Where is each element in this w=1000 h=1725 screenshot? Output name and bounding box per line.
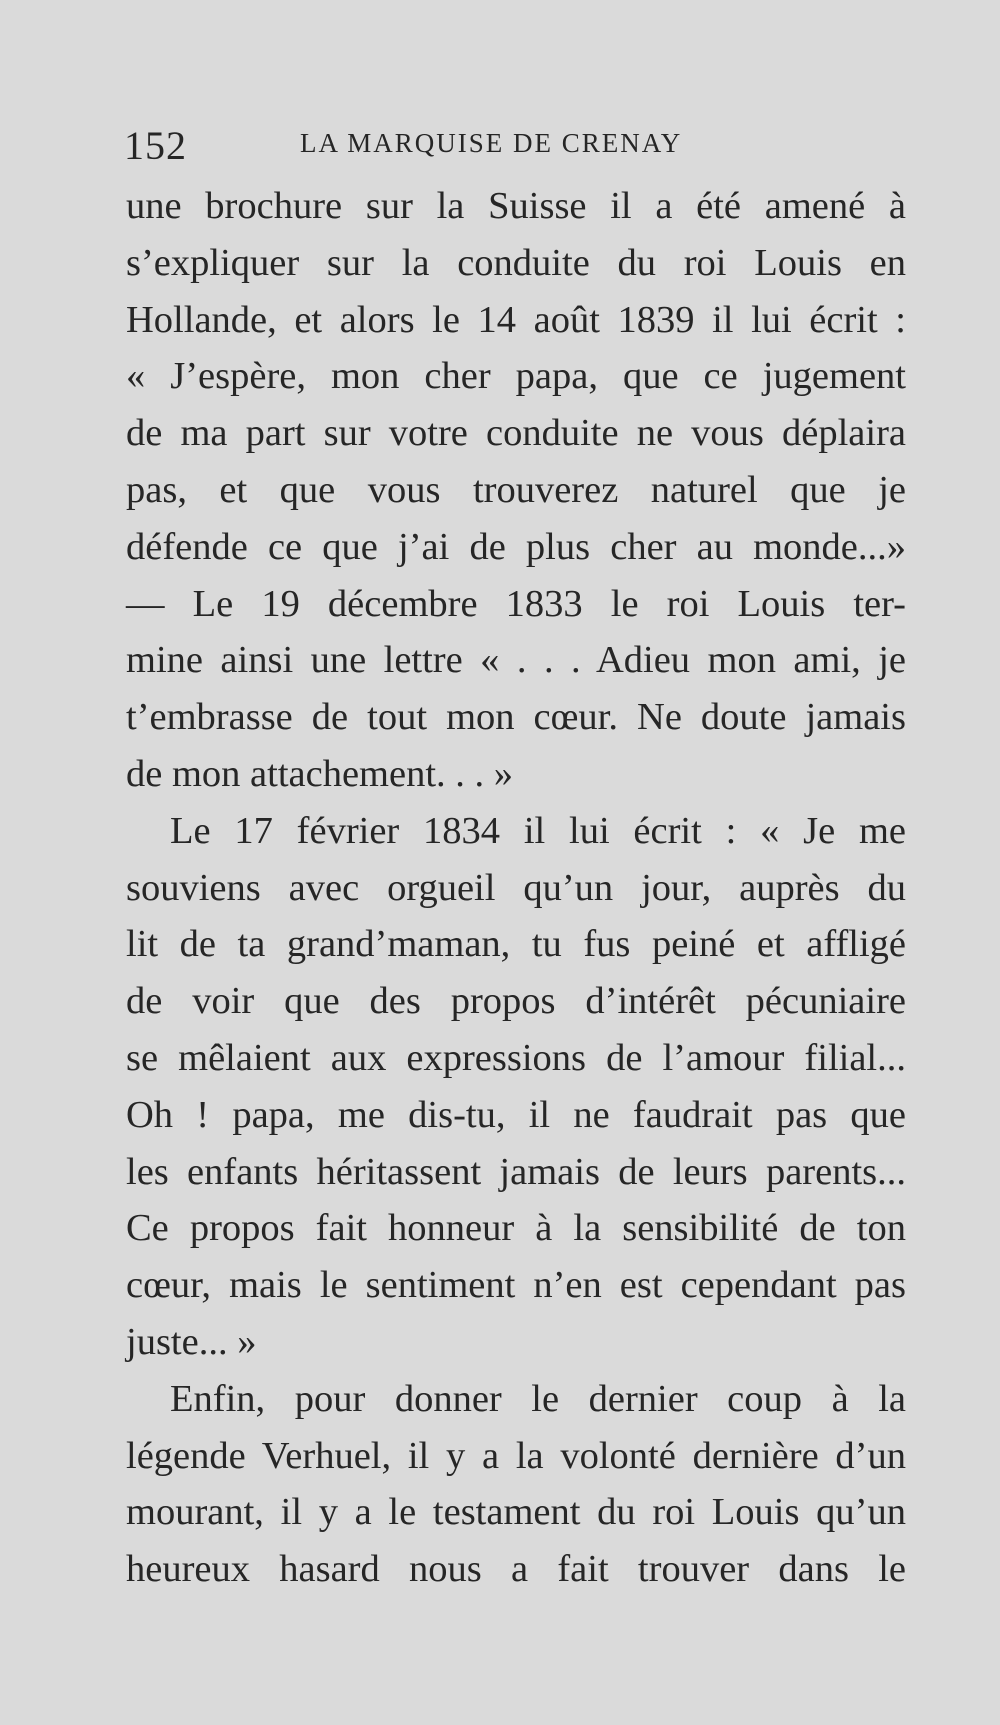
text-line: mourant, il y a le testament du roi Louis qu’un	[126, 1491, 906, 1534]
text-line: les enfants héritassent jamais de leurs parents...	[126, 1150, 906, 1193]
text-line: — Le 19 décembre 1833 le roi Louis ter-	[126, 582, 906, 625]
body-text	[126, 178, 906, 1598]
text-line: mine ainsi une lettre « . . . Adieu mon ami, je	[126, 639, 906, 682]
text-line: pas, et que vous trouverez naturel que je	[126, 468, 906, 511]
text-line: Ce propos fait honneur à la sensibilité de ton	[126, 1207, 906, 1250]
text-line: de ma part sur votre conduite ne vous déplaira	[126, 412, 906, 455]
running-title: LA MARQUISE DE CRENAY	[300, 128, 683, 158]
paragraph-start-line: Le 17 février 1834 il lui écrit : « Je me	[170, 809, 906, 852]
text-line: heureux hasard nous a fait trouver dans le	[126, 1548, 906, 1591]
text-line: « J’espère, mon cher papa, que ce jugement	[126, 355, 906, 398]
text-line: légende Verhuel, il y a la volonté dernière d’un	[126, 1434, 906, 1477]
text-line: défende ce que j’ai de plus cher au monde...»	[126, 525, 906, 568]
text-line: de mon attachement. . . »	[126, 752, 514, 795]
text-line: Hollande, et alors le 14 août 1839 il lui écrit :	[126, 298, 906, 341]
text-line: souviens avec orgueil qu’un jour, auprès du	[126, 866, 906, 909]
text-line: juste... »	[126, 1320, 257, 1363]
text-line: t’embrasse de tout mon cœur. Ne doute jamais	[126, 696, 906, 739]
text-line: s’expliquer sur la conduite du roi Louis en	[126, 241, 906, 284]
text-line: se mêlaient aux expressions de l’amour filial...	[126, 1036, 906, 1079]
text-line: lit de ta grand’maman, tu fus peiné et affligé	[126, 923, 906, 966]
text-line: Oh ! papa, me dis-tu, il ne faudrait pas que	[126, 1093, 906, 1136]
text-line: cœur, mais le sentiment n’en est cependant pas	[126, 1264, 906, 1307]
running-head	[124, 122, 824, 172]
text-line: de voir que des propos d’intérêt pécuniaire	[126, 980, 906, 1023]
page-number: 152	[124, 123, 187, 168]
text-line: une brochure sur la Suisse il a été amené à	[126, 185, 906, 227]
paragraph-start-line: Enfin, pour donner le dernier coup à la	[170, 1377, 906, 1420]
